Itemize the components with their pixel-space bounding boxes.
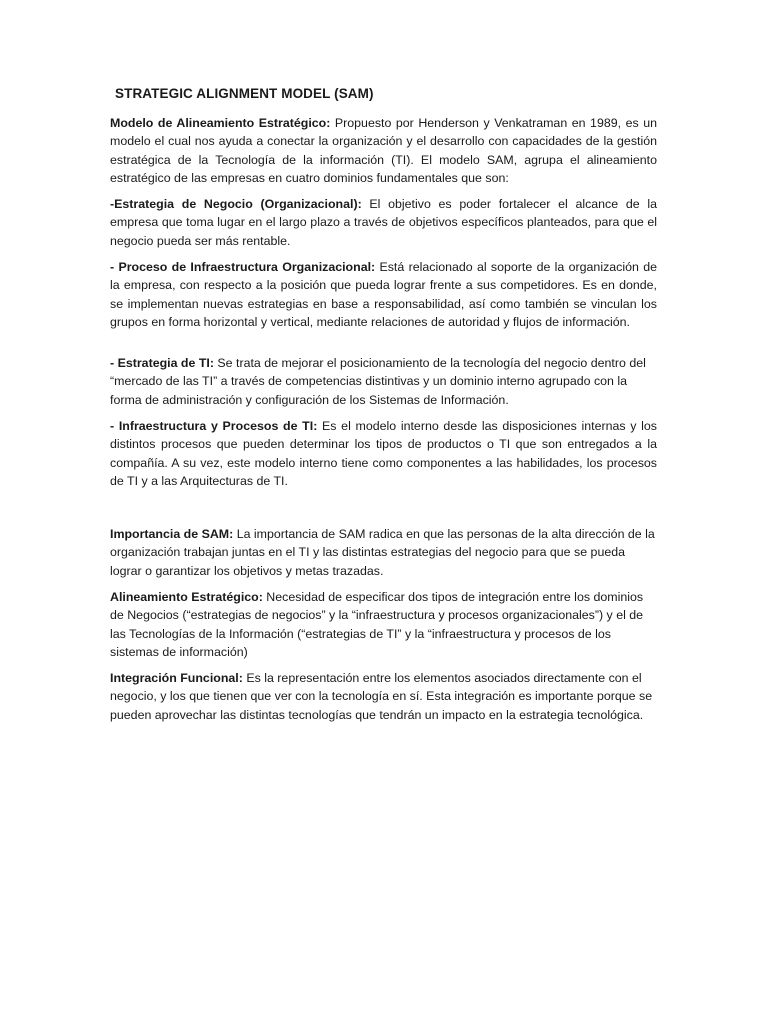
paragraph-text: Es el modelo interno desde las disposiciones internas y los distintos procesos que pueden determinar los tipos de productos o TI que son entregados a la compañía. A su vez, este modelo interno tiene como componentes a las habilidades, los procesos de TI y a las Arquitecturas de TI. — [110, 419, 657, 488]
paragraph-estrategia-negocio — [110, 195, 657, 250]
paragraph-term: - Infraestructura y Procesos de TI: — [110, 419, 318, 433]
paragraph-estrategia-ti — [110, 354, 657, 409]
paragraph-term: - Proceso de Infraestructura Organizacional: — [110, 260, 376, 274]
paragraph-text: Necesidad de especificar dos tipos de integración entre los dominios de Negocios (“estrategias de negocios” y la “infraestructura y procesos organizacionales”) y el de las Tecnologías de la Información (“estrategias de TI” y la “infraestructura y procesos de los sistemas de información) — [110, 590, 644, 659]
paragraph-term: Integración Funcional: — [110, 671, 243, 685]
paragraph-term: Importancia de SAM: — [110, 527, 234, 541]
paragraph-alineamiento-estrategico — [110, 588, 657, 661]
paragraph-text: Se trata de mejorar el posicionamiento de la tecnología del negocio dentro del “mercado de las TI” a través de competencias distintivas y un dominio interno agrupado con la forma de administración y configuración de los Sistemas de Información. — [110, 356, 646, 407]
paragraph-term: Alineamiento Estratégico: — [110, 590, 263, 604]
paragraph-text: El objetivo es poder fortalecer el alcance de la empresa que toma lugar en el largo plazo a través de objetivos específicos planteados, para que el negocio pueda ser más rentable. — [110, 197, 657, 248]
paragraph-term: Modelo de Alineamiento Estratégico: — [110, 116, 331, 130]
paragraph-importancia-sam — [110, 525, 657, 580]
paragraph-text: La importancia de SAM radica en que las personas de la alta dirección de la organización trabajan juntas en el TI y las distintas estrategias del negocio para que se pueda lograr o garantizar los objetivos y metas trazadas. — [110, 527, 655, 578]
paragraph-infraestructura-procesos-ti — [110, 417, 657, 490]
paragraph-proceso-infraestructura — [110, 258, 657, 331]
document-title: STRATEGIC ALIGNMENT MODEL (SAM) — [115, 86, 374, 101]
paragraph-text: Es la representación entre los elementos asociados directamente con el negocio, y los que tienen que ver con la tecnología en sí. Esta integración es importante porque se pueden aprovechar las distintas tecnologías que tendrán un impacto en la estrategia tecnológica. — [110, 671, 653, 722]
paragraph-term: - Estrategia de TI: — [110, 356, 214, 370]
paragraph-integracion-funcional — [110, 669, 657, 724]
paragraph-text: Propuesto por Henderson y Venkatraman en 1989, es un modelo el cual nos ayuda a conectar la organización y el desarrollo con capacidades de la gestión estratégica de la Tecnología de la información (TI). El modelo SAM, agrupa el alineamiento estratégico de las empresas en cuatro dominios fundamentales que son: — [110, 116, 657, 185]
paragraph-term: -Estrategia de Negocio (Organizacional): — [110, 197, 362, 211]
paragraph-modelo-alineamiento — [110, 114, 657, 187]
paragraph-text: Está relacionado al soporte de la organización de la empresa, con respecto a la posición que pueda lograr frente a sus competidores. Es en donde, se implementan nuevas estrategias en base a responsabilidad, así como también se vinculan los grupos en forma horizontal y vertical, mediante relaciones de autoridad y flujos de información. — [110, 260, 657, 329]
